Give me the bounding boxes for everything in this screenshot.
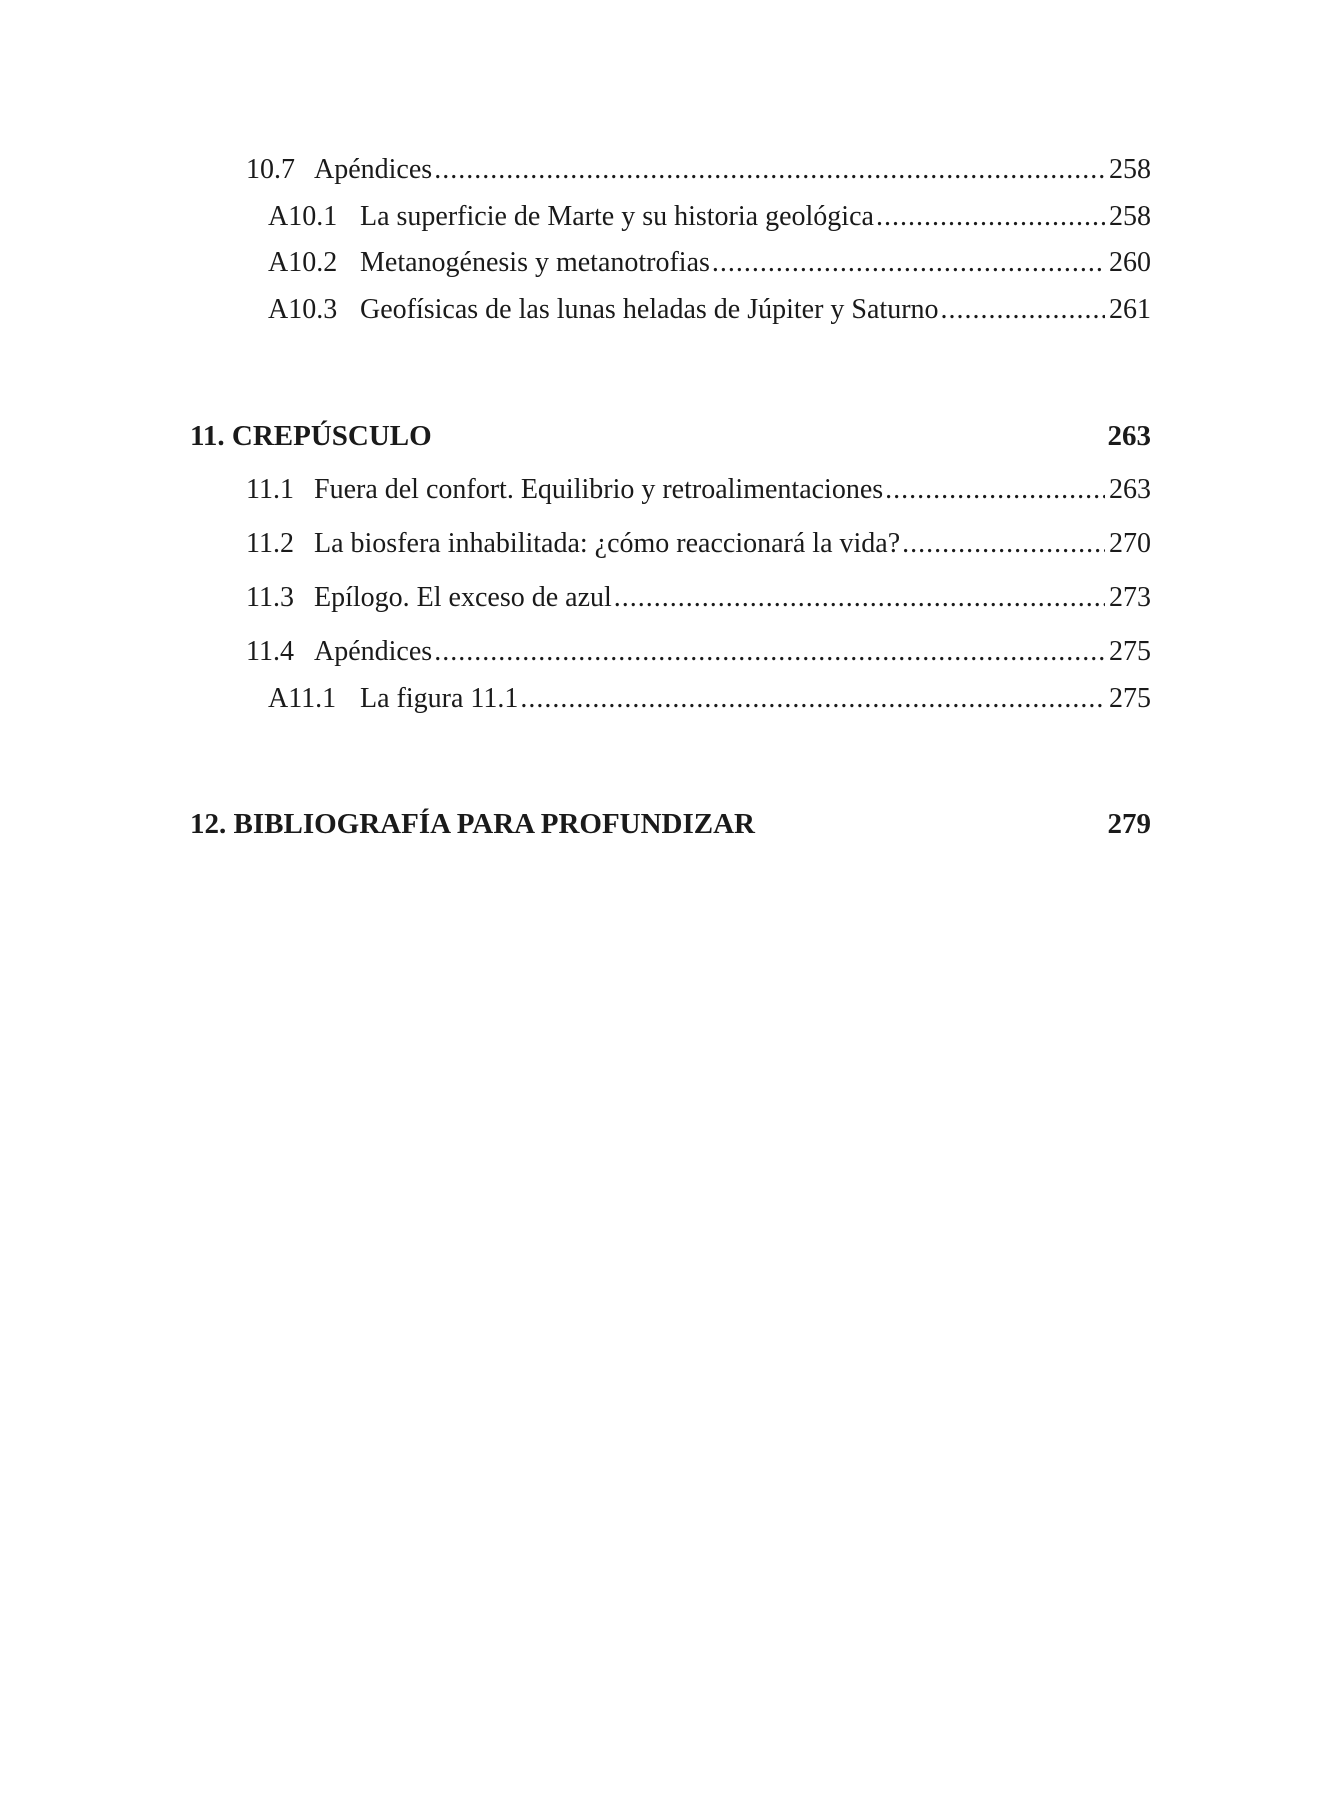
- toc-entry-page: 275: [1109, 683, 1151, 714]
- toc-entry-11-2[interactable]: [246, 526, 1151, 562]
- dot-leader: [941, 292, 1105, 328]
- toc-entry-page: 273: [1109, 582, 1151, 613]
- toc-entry-10-7[interactable]: [246, 152, 1151, 188]
- chapter-title: 11. CREPÚSCULO: [190, 420, 432, 452]
- chapter-page: 263: [1107, 420, 1151, 452]
- toc-entry-page: 258: [1109, 201, 1151, 232]
- toc-entry-title: Epílogo. El exceso de azul: [314, 582, 612, 613]
- toc-entry-11-1[interactable]: [246, 472, 1151, 508]
- dot-leader: [712, 245, 1105, 281]
- toc-entry-a10-3[interactable]: [268, 292, 1151, 328]
- toc-entry-number: A10.2: [268, 247, 338, 278]
- dot-leader: [434, 152, 1105, 188]
- toc-entry-number: A10.3: [268, 294, 338, 325]
- toc-entry-title: La superficie de Marte y su historia geológica: [360, 201, 874, 232]
- toc-entry-a10-2[interactable]: [268, 245, 1151, 281]
- chapter-title: 12. BIBLIOGRAFÍA PARA PROFUNDIZAR: [190, 808, 756, 840]
- toc-entry-a10-1[interactable]: [268, 199, 1151, 235]
- toc-entry-number: 10.7: [246, 154, 295, 185]
- toc-entry-page: 258: [1109, 154, 1151, 185]
- dot-leader: [902, 526, 1105, 562]
- toc-entry-number: A11.1: [268, 683, 337, 714]
- dot-leader: [434, 634, 1105, 670]
- toc-entry-page: 263: [1109, 474, 1151, 505]
- toc-entry-title: Metanogénesis y metanotrofias: [360, 247, 710, 278]
- toc-entry-title: Fuera del confort. Equilibrio y retroalimentaciones: [314, 474, 884, 505]
- toc-entry-title: Apéndices: [314, 636, 433, 667]
- toc-entry-number: A10.1: [268, 201, 338, 232]
- toc-entry-page: 261: [1109, 294, 1151, 325]
- chapter-page: 279: [1107, 808, 1151, 840]
- toc-entry-page: 260: [1109, 247, 1151, 278]
- toc-entry-a11-1[interactable]: [268, 681, 1151, 717]
- toc-entry-11-3[interactable]: [246, 580, 1151, 616]
- toc-entry-title: Geofísicas de las lunas heladas de Júpiter y Saturno: [360, 294, 939, 325]
- dot-leader: [876, 199, 1105, 235]
- toc-chapter-12[interactable]: [190, 806, 1151, 842]
- dot-leader: [520, 681, 1105, 717]
- toc-chapter-11[interactable]: [190, 418, 1151, 454]
- dot-leader: [614, 580, 1105, 616]
- toc-entry-number: 11.1: [246, 474, 294, 505]
- toc-entry-11-4[interactable]: [246, 634, 1151, 670]
- toc-entry-title: Apéndices: [314, 154, 433, 185]
- toc-entry-page: 270: [1109, 528, 1151, 559]
- toc-entry-title: La figura 11.1: [360, 683, 519, 714]
- toc-entry-number: 11.2: [246, 528, 294, 559]
- toc-entry-title: La biosfera inhabilitada: ¿cómo reaccionará la vida?: [314, 528, 901, 559]
- toc-entry-number: 11.3: [246, 582, 294, 613]
- toc-entry-number: 11.4: [246, 636, 294, 667]
- dot-leader: [885, 472, 1105, 508]
- toc-entry-page: 275: [1109, 636, 1151, 667]
